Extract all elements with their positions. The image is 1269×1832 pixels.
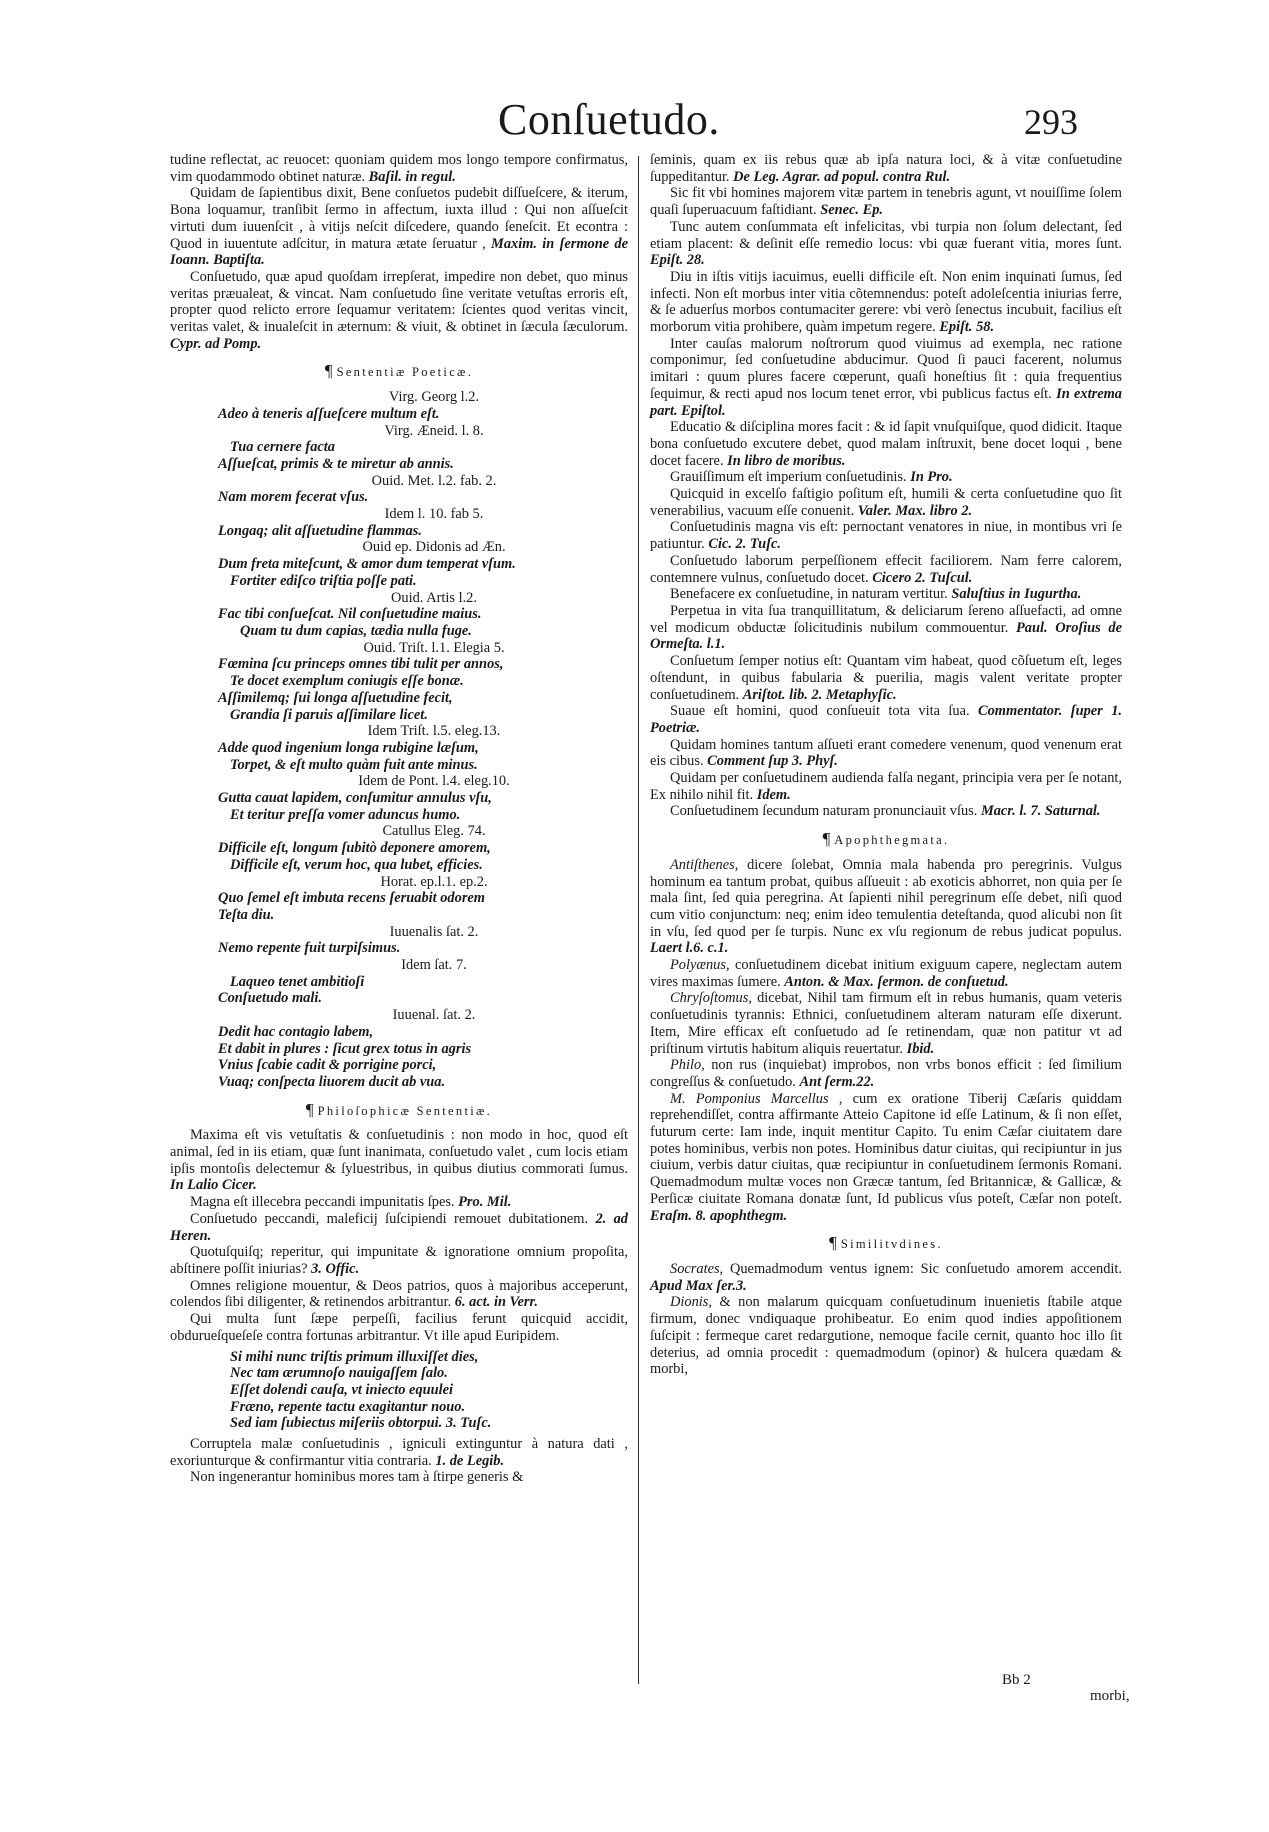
verse-reference: Catullus Eleg. 74. [382, 823, 486, 840]
sentence-text: Quemadmodum ventus ignem: Sic conſuetudo amorem accendit. [723, 1261, 1122, 1277]
right-column [650, 152, 1122, 1378]
source-citation: Anton. & Max. ſermon. de conſuetud. [784, 973, 1009, 990]
right-opening [650, 152, 1122, 820]
verse-line: Fac tibi conſueſcat. Nil conſuetudine maius. [218, 606, 482, 623]
sentence-text: Omnes religione mouentur, & Deos patrios, quos à majoribus acceperunt, colendos ſibi diligenter, & retinendos arbitrantur. [170, 1277, 628, 1311]
sentence-paragraph [650, 1261, 1122, 1294]
sentence-paragraph [170, 1127, 628, 1194]
sentence-text: Suaue eſt homini, quod conſueuit tota vita ſua. [670, 703, 978, 720]
section-heading-label: Philoſophicæ Sententiæ. [317, 1103, 493, 1118]
sentence-paragraph [650, 653, 1122, 703]
sentence-paragraph [650, 990, 1122, 1057]
verse-line: Nemo repente fuit turpiſsimus. [218, 940, 401, 957]
sentence-paragraph [170, 269, 628, 353]
verse-line: Difficile eſt, verum hoc, qua lubet, efficies. [230, 856, 483, 873]
source-citation: 2. ad Heren. [170, 1210, 629, 1244]
sentence-paragraph [650, 269, 1122, 336]
sentence-text: Non ingenerantur hominibus mores tam à ſtirpe generis & [190, 1469, 524, 1486]
sentence-paragraph [170, 1311, 628, 1344]
verse-line: Gutta cauat lapidem, conſumitur annulus vſu, [218, 790, 492, 807]
sentence-text: Quotuſquiſq; reperitur, qui impunitate & ignoratione omnium propoſita, abſtinere poſſit iniurias? [170, 1244, 628, 1277]
sentence-paragraph [650, 152, 1122, 185]
sentence-paragraph [650, 1091, 1122, 1225]
verse-line: Tua cernere facta [230, 439, 335, 456]
verse-line: Et teritur preſſa vomer aduncus humo. [230, 806, 461, 823]
verse-line: Dum freta miteſcunt, & amor dum temperat vſum. [218, 556, 516, 573]
sentence-text: & non malarum quicquam conſuetudinum inuenietis ſtabile atque firmum, donec vndiquaque prohibeatur. Eo enim quod indies appoſitionem ſuſcipit : fermeque caret redargutione, nemoque facile cernit, quanto hoc illo ſit deterius, ad omnia procedit : quemadmodum (opinor) & hulcera quædam & morbi, [650, 1294, 1122, 1378]
sentence-text: Conſuetudo, quæ apud quoſdam irrepſerat, impedire non debet, quo minus veritas præualeat, & vincat. Nam conſuetudo ſine veritate vetuſtas erroris eſt, propter quod relicto errore ſequamur veritatem: ſcientes quod veritas vincit, veritas valet, & inualeſcit in æternum: & viuit, & obtinet in ſæcula ſæculorum. [170, 268, 628, 336]
sentence-paragraph [650, 586, 1122, 603]
source-citation: Epiſt. 58. [939, 319, 995, 336]
sentence-text: Maxima eſt vis vetuſtatis & conſuetudinis : non modo in hoc, quod eſt animal, ſed in iis etiam, quæ ſunt inanimata, conſuetudo valet , cum locis etiam ipſis montoſis delectemur & ſyluestribus, in quibus diutius commorati ſumus. [170, 1127, 628, 1177]
left-opening [170, 152, 628, 352]
sentence-paragraph [650, 1294, 1122, 1378]
source-citation: Senec. Ep. [820, 202, 884, 219]
source-citation: In libro de moribus. [727, 452, 846, 469]
verse-reference: Ouid. Artis l.2. [391, 589, 477, 606]
pilcrow-icon: ¶ [822, 829, 831, 849]
section-heading-label: Similitvdines. [840, 1237, 943, 1252]
sentence-paragraph [650, 519, 1122, 552]
source-citation: Epiſt. 28. [650, 252, 705, 269]
sentence-text: Quicquid in excelſo faſtigio poſitum eſt, humili & certa conſuetudine quo ſit venerabilius, vacuum eſſe conuenit. [650, 486, 1122, 519]
author-name: Philo, [670, 1057, 705, 1074]
source-citation: 3. Offic. [311, 1261, 360, 1277]
sentence-text: Conſuetudinem ſecundum naturam pronunciauit vſus. [670, 803, 981, 820]
sentence-text: Qui multa ſunt ſæpe perpeſſi, facilius ferunt quicquid accidit, obdurueſqueſeſe contra fortunas arbitrantur. Vt ille apud Euripidem. [170, 1311, 628, 1344]
quoted-verse-line: Si mihi nunc triſtis primum illuxiſſet dies, [230, 1348, 479, 1365]
apophthegms [650, 857, 1122, 1224]
verse-line: Nam morem fecerat vſus. [218, 489, 369, 506]
section-heading-philosophic [170, 1099, 628, 1120]
sentence-paragraph [170, 1244, 628, 1277]
sentence-text: dicebat, Nihil tam firmum eſt in rebus humanis, quam veteris conſuetudinis tyrannis: Ethnici, conſuetudinem alteram naturam eſſe dixerunt. Item, Mire efficax eſt conſuetudo ad ſe retinendam, quæ non patitur vt ad priſtinum virtutis habitum aliquis reuertatur. [650, 990, 1122, 1057]
sentence-text: non rus (inquiebat) improbos, non vrbs bonos efficit : ſed ſimilium congreſſus & conſuetudo. [650, 1057, 1122, 1090]
sentence-text: , cum ex oratione Tiberij Cæſaris quiddam reprehendiſſet, contra affirmante Atteio Capitone id eſſe Latinum, & ſi non eſſet, futurum certe: Iam inde, inquit mentitur Capito. Tu enim Cæſar ciuitatem dare potes hominibus, verbis non potes. Hominibus datur ciuitas, qui recipiuntur in jus ciuium, verbis datur ciuitas, quæ recipiuntur in conſuetudinem ſermonis Romani. Quemadmodum multæ voces non Græcæ tantum, ſed Britannicæ, & Gallicæ, & Perſicæ ciuitate Romana donatæ ſunt, Id publicus vſus poteſt, Cæſar non poteſt. [650, 1090, 1122, 1207]
sentence-text: Grauiſſimum eſt imperium conſuetudinis. [670, 469, 911, 486]
similitudes [650, 1261, 1122, 1378]
author-name: Dionis, [670, 1294, 712, 1311]
column-divider [638, 156, 639, 1684]
sentence-text: Conſuetudinis magna vis eſt: pernoctant venatores in niue, in montibus vri ſe patiuntur. [650, 519, 1122, 553]
source-citation: Ant ſerm.22. [799, 1073, 875, 1090]
page-number: 293 [1024, 102, 1078, 142]
source-citation: Comment ſup 3. Phyſ. [707, 753, 838, 770]
sentence-text: dicere ſolebat, Omnia mala habenda pro peregrinis. Vulgus hominum ea tantum probat, quibus aſſueuit : ab exoticis abhorret, non quia per ſe mala ſint, ſed quia peregrina. At ſapienti nihil peregrinum eſſe debet, niſi quod cum vitio conjunctum: neq; enim ideo temulentia deteſtanda, quod alicubi non ſit in vſu, ſed quod per ſe turpis. Nunc ex vſu regionum de rebus judicat populus. [650, 856, 1122, 940]
source-citation: 6. act. in Verr. [454, 1294, 538, 1311]
sentence-text: Tunc autem conſummata eſt infelicitas, vbi turpia non ſolum delectant, ſed etiam placent: & deſinit eſſe remedio locus: vbi quæ fuerant vitia, mores ſunt. [650, 218, 1122, 252]
source-citation: Baſil. in regul. [368, 168, 456, 185]
sentence-text: Conſuetudo peccandi, maleficij ſuſcipiendi remouet dubitationem. [190, 1210, 596, 1227]
verse-line: Longaq; alit aſſuetudine flammas. [218, 522, 422, 539]
verse-line: Dedit hac contagio labem, [218, 1023, 374, 1040]
verse-reference: Ouid. Triſt. l.1. Elegia 5. [363, 639, 505, 656]
sentence-text: tudine reflectat, ac reuocet: quoniam quidem mos longo tempore confirmatus, vim quodammodo obtinet naturæ. [170, 152, 628, 185]
source-citation: Apud Max ſer.3. [650, 1277, 747, 1294]
verse-line: Conſuetudo mali. [218, 990, 322, 1007]
author-name: Chryſoſtomus, [670, 990, 752, 1007]
sentence-paragraph [650, 770, 1122, 803]
verse-reference: Idem ſat. 7. [401, 957, 467, 974]
sentence-text: Conſuetudo laborum perpeſſionem effecit faciliorem. Nam ferre calorem, contemnere vulnus, conſuetudo docet. [650, 552, 1122, 586]
section-heading-label: Apophthegmata. [834, 833, 950, 848]
quoted-verse-line: Nec tam ærumnoſo nauigaſſem ſalo. [230, 1365, 448, 1382]
sentence-paragraph [650, 486, 1122, 519]
verse-reference: Virg. Æneid. l. 8. [384, 422, 484, 439]
verse-line: Vuaq; conſpecta liuorem ducit ab vua. [218, 1073, 446, 1090]
catchword: morbi, [1090, 1688, 1130, 1704]
quoted-verse-line: Fræno, repente tactu exagitantur nouo. [230, 1398, 466, 1415]
verse-line: Aſſimilemq; ſui longa aſſuetudine fecit, [218, 689, 453, 706]
sentence-paragraph [650, 803, 1122, 820]
source-citation: Paul. Oroſius de Ormeſta. l.1. [650, 619, 1123, 653]
verse-line: Adeo à teneris aſſueſcere multum eſt. [218, 405, 440, 422]
source-citation: In Lalio Cicer. [170, 1177, 257, 1194]
source-citation: Ariſtot. lib. 2. Metaphyſic. [742, 686, 897, 703]
sentence-paragraph [170, 1211, 628, 1244]
quoted-verse-line: Eſſet dolendi cauſa, vt iniecto equulei [230, 1381, 454, 1398]
sentence-text: Educatio & diſciplina mores facit : & id ſapit vnuſquiſque, quod didicit. Itaque bona conſuetudo excutere debet, quod malam inſtruxit, bene docet loqui , bene docet facere. [650, 419, 1122, 469]
verse-line: Grandia ſi paruis aſſimilare licet. [230, 706, 428, 723]
sentence-paragraph [650, 703, 1122, 736]
source-citation: Valer. Max. libro 2. [857, 502, 973, 519]
source-citation: Laert l.6. c.1. [650, 940, 729, 957]
sentence-paragraph [650, 419, 1122, 469]
sentence-paragraph [170, 1194, 628, 1211]
verse-line: Difficile eſt, longum ſubitò deponere amorem, [218, 840, 491, 857]
sentence-paragraph [650, 185, 1122, 218]
source-citation: Saluſtius in Iugurtha. [951, 586, 1082, 603]
euripides-quote [170, 1349, 628, 1433]
source-citation: Macr. l. 7. Saturnal. [980, 803, 1101, 820]
sentence-text: Quidam de ſapientibus dixit, Bene conſuetos pudebit diſſueſcere, & iterum, Bona loquamur, tranſibit ſermo in affectum, iuxta illud : Qui non aſſueſcit virtuti dum iuuenſcit , à vitijs neſcit diſcedere, quando ſeneſcit. Et econtra : Quod in iuuentute adſcitur, in matura ætate ſeruatur , [170, 185, 628, 252]
verse-reference: Iuuenalis ſat. 2. [389, 923, 479, 940]
sentence-paragraph [650, 737, 1122, 770]
section-heading-similitudes [650, 1235, 1122, 1253]
signature-mark: Bb 2 [1002, 1672, 1031, 1688]
verse-line: Et dabit in plures : ſicut grex totus in agris [218, 1040, 472, 1057]
page-title: Conſuetudo. [498, 95, 720, 144]
verse-line: Aſſueſcat, primis & te miretur ab annis. [218, 455, 454, 472]
sentence-paragraph [650, 857, 1122, 957]
verse-line: Quam tu dum capias, tædia nulla fuge. [240, 622, 472, 639]
section-heading-apophthegms [650, 831, 1122, 849]
sentence-paragraph [170, 152, 628, 185]
pilcrow-icon: ¶ [829, 1233, 837, 1253]
sentence-paragraph [650, 469, 1122, 486]
sentence-text: conſuetudinem dicebat initium exiguum capere, neglectam autem vires maximas ſumere. [650, 957, 1122, 990]
sentence-text: Quidam per conſuetudinem audienda falſa negant, principia vera per ſe notant, Ex nihilo nihil fit. [650, 770, 1122, 803]
author-name: Antiſthenes, [670, 856, 739, 873]
source-citation: Eraſm. 8. apophthegm. [650, 1207, 788, 1224]
verse-reference: Idem de Pont. l.4. eleg.10. [358, 773, 510, 790]
sentence-paragraph [170, 1436, 628, 1469]
sentence-text: Diu in iſtis vitijs iacuimus, euelli difficile eſt. Non enim inquinati ſumus, ſed infecti. Non eſt morbus inter vitia cõtemnendus: poteſt adoleſcentia iniurias ferre, & ſe aduerſus morbos contumaciter gerere: vbi verò ſenectus incubuit, facilius eſt morborum vitia prohibere, quàm impetum regere. [650, 268, 1122, 336]
sentence-text: Quidam homines tantum aſſueti erant comedere venenum, quod venenum erat eis cibus. [650, 736, 1122, 770]
source-citation: Cypr. ad Pomp. [170, 335, 262, 352]
sentence-text: ſeminis, quam ex iis rebus quæ ab ipſa natura loci, & à vitæ conſuetudine ſuppeditantur. [650, 152, 1122, 185]
verse-line: Adde quod ingenium longa rubigine læſum, [218, 739, 479, 756]
sentence-paragraph [650, 553, 1122, 586]
sentence-paragraph [650, 957, 1122, 990]
pilcrow-icon: ¶ [324, 361, 333, 381]
verse-line: Quo ſemel eſt imbuta recens ſeruabit odorem [218, 890, 485, 907]
quoted-verse-line: Sed iam ſubiectus miſeriis obtorpui. 3. Tuſc. [230, 1415, 492, 1432]
verse-reference: Idem Triſt. l.5. eleg.13. [367, 723, 501, 740]
sentence-text: Conſuetum ſemper notius eſt: Quantam vim habeat, quod cõſuetum eſt, leges oſtendunt, in quibus fabularia & puerilia, magis valent veritate propter conſuetudinem. [650, 653, 1122, 703]
author-name: Polyænus, [670, 957, 730, 974]
source-citation: 1. de Legib. [435, 1452, 505, 1469]
verse-line: Torpet, & eſt multo quàm fuit ante minus. [230, 756, 478, 773]
verse-reference: Idem l. 10. fab 5. [384, 506, 484, 523]
source-citation: In Pro. [910, 469, 953, 486]
verse-line: Te docet exemplum coniugis eſſe bonæ. [230, 673, 464, 690]
sentence-paragraph [650, 219, 1122, 269]
sentence-text: Corruptela malæ conſuetudinis , igniculi extinguntur à natura dati , exoriunturque & confirmantur vitia contraria. [170, 1436, 628, 1469]
sentence-text: Sic fit vbi homines majorem vitæ partem in tenebris agunt, vt nouiſſime ſolem quaſi ſuperuacuum faſtidiant. [650, 185, 1122, 219]
sentence-paragraph [170, 1278, 628, 1311]
verse-line: Fortiter ediſco triſtia poſſe pati. [230, 572, 417, 589]
sentence-text: Perpetua in vita ſua tranquillitatum, & deliciarum ſereno aſſuefacti, ad omne vel modicum obductæ ſolicitudinis nubilum commouentur. [650, 602, 1122, 636]
source-citation: Cicero 2. Tuſcul. [872, 569, 973, 586]
section-heading-poetic [170, 363, 628, 381]
author-name: M. Pomponius Marcellus [670, 1090, 829, 1107]
sentence-text: Inter cauſas malorum noſtrorum quod viuimus ad exempla, nec ratione componimur, ſed conſuetudine abducimur. Quod ſi pauci facerent, nolumus imitari : quum plures facere cœperunt, quaſi honeſtius ſit : quia frequentius ſequimur, & recti apud nos locum tenet error, vbi publicus factus eſt. [650, 335, 1122, 402]
verse-line: Teſta diu. [218, 906, 275, 923]
verse-line: Vnius ſcabie cadit & porrigine porci, [218, 1057, 437, 1074]
verse-line: Fœmina ſcu princeps omnes tibi tulit per annos, [218, 656, 504, 673]
poetic-verses [170, 389, 628, 1091]
pilcrow-icon: ¶ [305, 1099, 314, 1119]
verse-reference: Iuuenal. ſat. 2. [392, 1007, 476, 1024]
section-heading-label: Sententiæ Poeticæ. [336, 365, 474, 380]
sentence-paragraph [650, 603, 1122, 653]
sentence-paragraph [650, 336, 1122, 420]
author-name: Socrates, [670, 1261, 724, 1277]
verse-reference: Virg. Georg l.2. [388, 389, 480, 406]
sentence-text: Magna eſt illecebra peccandi impunitatis ſpes. [190, 1194, 459, 1211]
source-citation: In extrema part. Epiſtol. [650, 385, 1122, 419]
verse-line: Laqueo tenet ambitioſi [230, 973, 365, 990]
source-citation: Idem. [756, 786, 791, 803]
source-citation: De Leg. Agrar. ad popul. contra Rul. [733, 168, 951, 185]
source-citation: Pro. Mil. [458, 1194, 512, 1211]
philosophic-sentences [170, 1127, 628, 1344]
verse-reference: Ouid ep. Didonis ad Æn. [362, 539, 506, 556]
sentence-text: Benefacere ex conſuetudine, in naturam vertitur. [670, 586, 952, 603]
source-citation: Ibid. [906, 1040, 935, 1057]
source-citation: Cic. 2. Tuſc. [708, 536, 781, 553]
sentence-paragraph [170, 1469, 628, 1486]
left-column [170, 152, 628, 1486]
sentence-paragraph [650, 1057, 1122, 1090]
verse-reference: Horat. ep.l.1. ep.2. [380, 873, 488, 890]
source-citation: Maxim. in ſermone de Ioann. Baptiſta. [170, 235, 628, 269]
source-citation: Commentator. ſuper 1. Poetriæ. [650, 703, 1122, 736]
closing-sentences [170, 1436, 628, 1486]
verse-reference: Ouid. Met. l.2. fab. 2. [371, 472, 497, 489]
sentence-paragraph [170, 185, 628, 269]
